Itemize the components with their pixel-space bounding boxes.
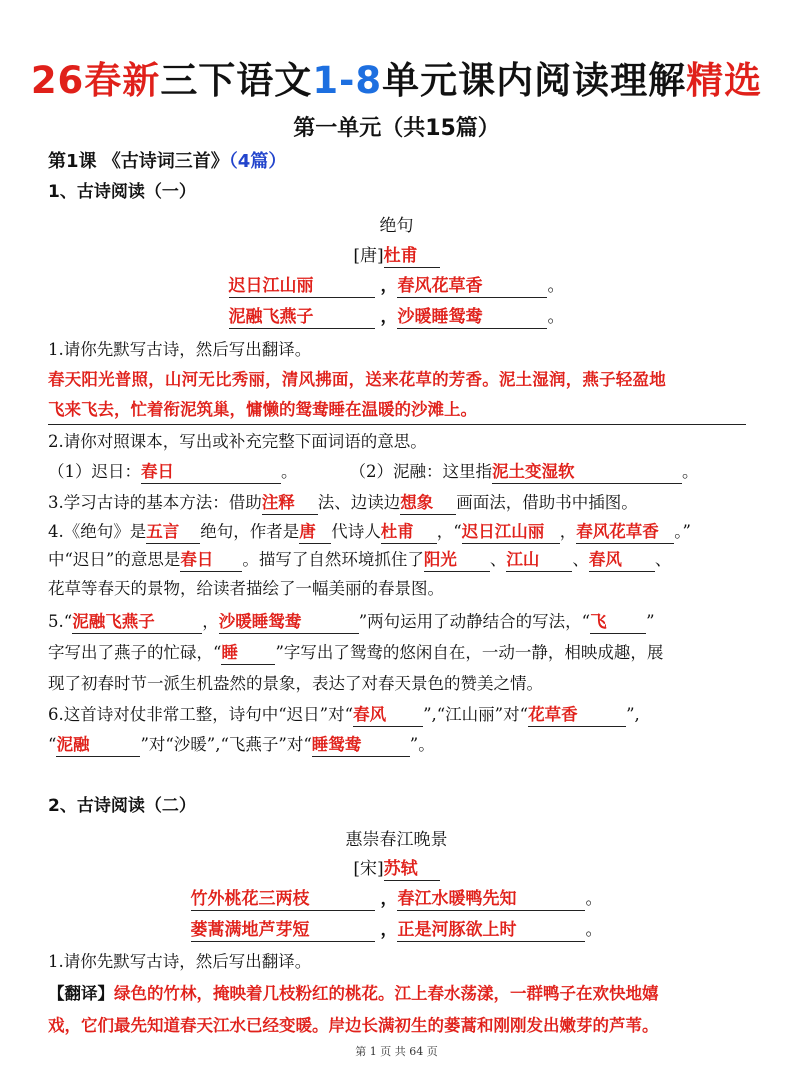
author-answer: 杜甫: [384, 245, 440, 268]
question-5: [48, 610, 748, 634]
lesson-heading: [48, 150, 286, 174]
verse-answer: 竹外桃花三两枝: [191, 888, 375, 911]
q6-answer: 花草香: [528, 704, 626, 727]
verse-line: 泥融飞燕子 ，沙暖睡鸳鸯 。: [228, 307, 565, 327]
lesson-count: （4篇）: [228, 151, 287, 172]
title-part: 三下语文: [160, 59, 313, 102]
translation-line: 绿色的竹林，掩映着几枝粉红的桃花。江上春水荡漾，一群鸭子在欢快地嬉: [114, 984, 659, 1003]
text: 画面法，借助书中插图。: [456, 493, 638, 512]
text: 6.这首诗对仗非常工整，诗句中“迟日”对“: [48, 705, 354, 724]
verse-answer: 正是河豚欲上时: [397, 919, 585, 942]
text: 代诗人: [331, 522, 381, 541]
verse-answer: 沙暖睡鸳鸯: [397, 306, 547, 329]
question-1: 1.请你先默写古诗，然后写出翻译。: [48, 952, 312, 971]
q5-answer: 沙暖睡鸳鸯: [219, 611, 359, 634]
question-5-line2: [48, 641, 748, 665]
question-2-items: （1）迟日：春日 。 （2）泥融：这里指泥土变湿软 。: [48, 460, 748, 484]
text: 字写出了燕子的忙碌，“: [48, 643, 222, 662]
q4-answer: 唐: [299, 521, 331, 544]
question-5-line3: 现了初春时节一派生机盎然的景象，表达了对春天景色的赞美之情。: [48, 674, 543, 693]
text: ，: [559, 522, 577, 541]
page-title: [0, 58, 793, 104]
verse-end: 。: [547, 276, 565, 296]
section-heading: 1、古诗阅读（一）: [48, 182, 196, 202]
title-part: 26春新: [30, 59, 161, 102]
q4-answer: 春风: [589, 549, 655, 572]
lesson-label: 第1课 《古诗词三首》: [48, 151, 229, 172]
answer-line: 春天阳光普照，山河无比秀丽，清风拂面，送来花草的芳香。泥土湿润，燕子轻盈地: [48, 370, 666, 389]
text: ”,“江山丽”对“: [423, 705, 529, 724]
section-heading: 2、古诗阅读（二）: [48, 796, 196, 816]
q4-answer: 阳光: [424, 549, 490, 572]
text: 3.学习古诗的基本方法：借助: [48, 493, 262, 512]
text: ”: [646, 612, 655, 631]
q3-answer: 注释: [262, 492, 318, 515]
text: ”字写出了鸳鸯的悠闲自在，一动一静，相映成趣，展: [275, 643, 664, 662]
question-1: 1.请你先默写古诗，然后写出翻译。: [48, 340, 312, 359]
verse-end: 。: [585, 920, 603, 940]
text: 5.“: [48, 612, 73, 631]
verse-line: 迟日江山丽 ，春风花草香 。: [228, 276, 565, 296]
text: ，: [202, 612, 219, 631]
text: 、: [654, 550, 672, 569]
q2a-label: （1）迟日：: [48, 462, 141, 481]
verse-answer: 春江水暖鸭先知: [397, 888, 585, 911]
verse-end: 。: [585, 889, 603, 909]
text: 、: [572, 550, 589, 569]
text: ”,: [626, 705, 640, 724]
dynasty: [唐]: [353, 246, 384, 266]
q3-answer: 想象: [400, 492, 456, 515]
verse-answer: 迟日江山丽: [229, 275, 375, 298]
question-6: [48, 703, 748, 727]
q4-answer: 五言: [146, 521, 200, 544]
text: 4.《绝句》是: [48, 522, 147, 541]
text: ”两句运用了动静结合的写法，“: [358, 612, 591, 631]
question-6-line2: [48, 733, 748, 757]
text: 中“迟日”的意思是: [48, 550, 181, 569]
q4-answer: 杜甫: [381, 521, 437, 544]
text: 法、边读边: [317, 493, 401, 512]
verse-answer: 泥融飞燕子: [229, 306, 375, 329]
q2a-answer: 春日: [141, 461, 281, 484]
q4-answer: 江山: [506, 549, 572, 572]
dynasty: [宋]: [353, 859, 384, 879]
q5-answer: 飞: [590, 611, 646, 634]
title-part: 单元课内阅读理解: [382, 59, 687, 102]
verse-line: 竹外桃花三两枝 ，春江水暖鸭先知 。: [190, 889, 603, 909]
poem-title: 惠崇春江晚景: [345, 830, 448, 850]
verse-answer: 蒌蒿满地芦芽短: [191, 919, 375, 942]
q6-answer: 春风: [353, 704, 423, 727]
author-answer: 苏轼: [384, 858, 440, 881]
question-3: [48, 491, 748, 515]
question-4-line3: 花草等春天的景物，给读者描绘了一幅美丽的春景图。: [48, 579, 444, 598]
poem-author: [0, 244, 793, 268]
q5-answer: 泥融飞燕子: [72, 611, 202, 634]
q6-answer: 泥融: [56, 734, 140, 757]
title-part: 1-8: [312, 59, 383, 102]
q2b-answer: 泥土变湿软: [492, 461, 682, 484]
verse-line: 蒌蒿满地芦芽短 ，正是河豚欲上时 。: [190, 920, 603, 940]
text: 、: [489, 550, 507, 569]
q4-answer: 春风花草香: [576, 521, 674, 544]
translation-paragraph: [48, 978, 748, 1042]
text: ”。: [409, 735, 435, 754]
page-footer: 第 1 页 共 64 页: [355, 1045, 438, 1058]
text: 绝句，作者是: [200, 522, 300, 541]
q5-answer: 睡: [221, 642, 275, 665]
verse-end: 。: [547, 307, 565, 327]
answer-line: 飞来飞去，忙着衔泥筑巢，慵懒的鸳鸯睡在温暖的沙滩上。: [48, 396, 746, 425]
text: “: [48, 735, 57, 754]
text: ”对“沙暖”,“飞燕子”对“: [140, 735, 312, 754]
poem-author: [0, 857, 793, 881]
verse-answer: 春风花草香: [397, 275, 547, 298]
q2b-label: （2）泥融：这里指: [349, 462, 492, 481]
poem-title: 绝句: [379, 216, 414, 236]
q4-answer: 春日: [180, 549, 242, 572]
answer-paragraph: [48, 364, 748, 425]
text: ，“: [436, 522, 462, 541]
q4-answer: 迟日江山丽: [462, 521, 560, 544]
q6-answer: 睡鸳鸯: [312, 734, 410, 757]
question-4-line2: [48, 548, 748, 572]
translation-line: 戏，它们最先知道春天江水已经变暖。岸边长满初生的蒌蒿和刚刚发出嫩芽的芦苇。: [48, 1016, 659, 1035]
title-part: 精选: [686, 59, 763, 102]
text: 。描写了自然环境抓住了: [242, 550, 424, 569]
question-4: [48, 520, 748, 544]
question-2: 2.请你对照课本，写出或补充完整下面词语的意思。: [48, 432, 427, 451]
translation-label: 【翻译】: [48, 984, 114, 1003]
unit-heading: 第一单元（共15篇）: [293, 116, 500, 141]
text: 。”: [674, 522, 691, 541]
